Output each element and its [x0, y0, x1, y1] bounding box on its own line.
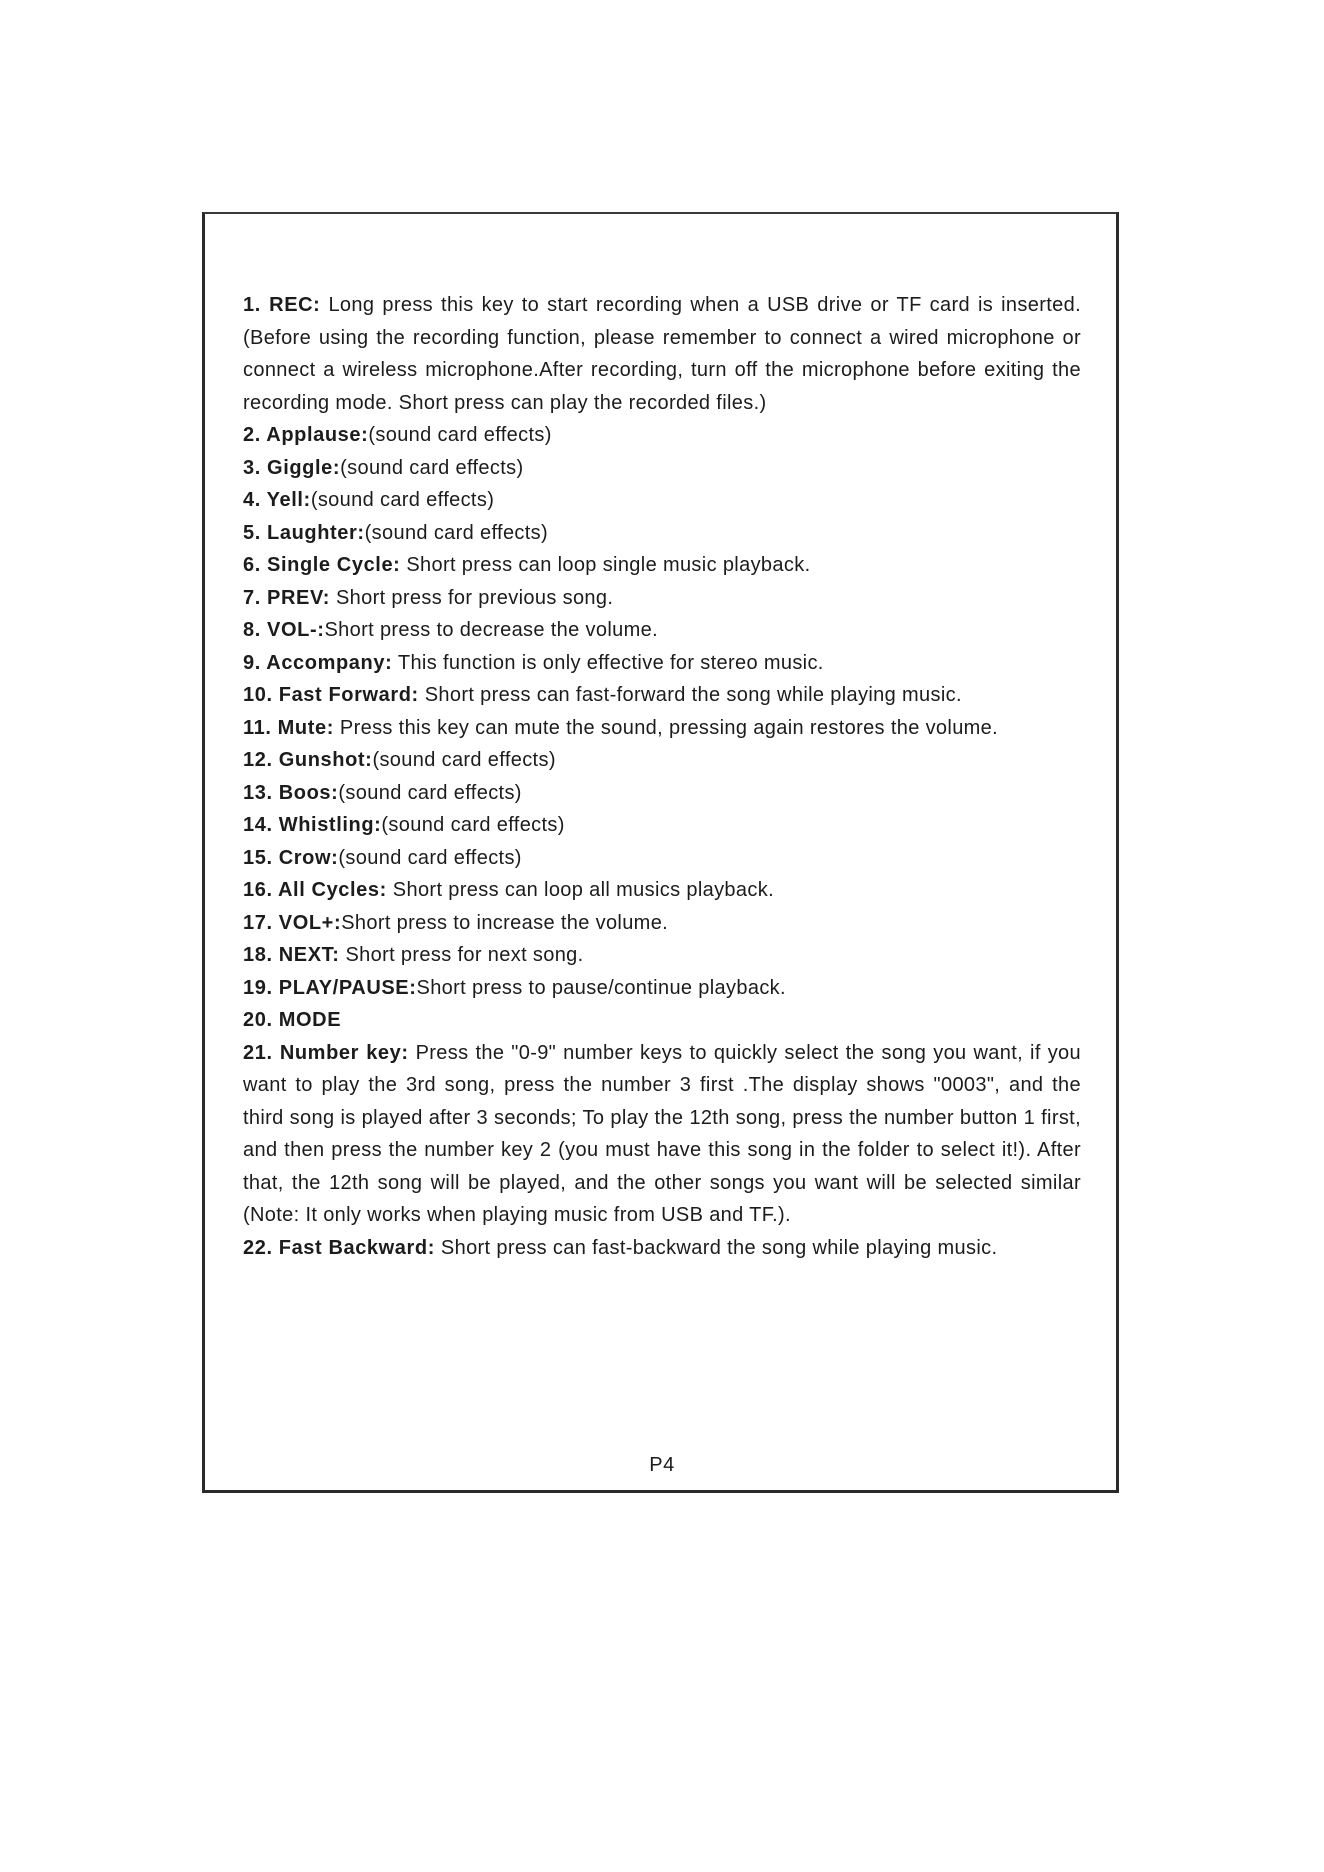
item-text: Short press can loop single music playback.: [400, 554, 811, 576]
list-item-all-cycles: [243, 874, 1081, 907]
item-label: 16. All Cycles:: [243, 879, 387, 901]
list-item-boos: [243, 777, 1081, 810]
item-text: Short press can fast-backward the song while playing music.: [435, 1236, 998, 1259]
item-text: (sound card effects): [372, 749, 556, 771]
item-label: 1. REC:: [243, 294, 321, 316]
item-text: (sound card effects): [338, 846, 522, 869]
list-item-mute: [243, 712, 1081, 745]
item-label: 3. Giggle:: [243, 456, 341, 479]
page-number: P4: [649, 1454, 675, 1476]
list-item-giggle: [243, 452, 1081, 485]
list-item-play-pause: [243, 972, 1081, 1005]
list-item-crow: [243, 842, 1081, 875]
item-label: 2. Applause:: [243, 424, 369, 446]
list-item-gunshot: [243, 744, 1081, 777]
item-text: Short press for next song.: [339, 944, 584, 966]
list-item-applause: [243, 419, 1081, 452]
item-label: 4. Yell:: [243, 489, 311, 511]
list-item-fast-backward: [243, 1232, 1081, 1265]
item-text: (sound card effects): [340, 456, 524, 479]
list-item-yell: [243, 484, 1081, 517]
list-item-fast-forward: [243, 679, 1081, 712]
item-label: 6. Single Cycle:: [243, 554, 401, 576]
list-item-whistling: [243, 809, 1081, 842]
item-label: 22. Fast Backward:: [243, 1236, 435, 1259]
list-item-next: [243, 939, 1081, 972]
list-item-mode: [243, 1004, 1081, 1037]
list-item-accompany: [243, 647, 1081, 680]
item-label: 10. Fast Forward:: [243, 684, 419, 706]
item-label: 21. Number key:: [243, 1041, 409, 1064]
item-text: Long press this key to start recording when a USB drive or TF card is inserted. (Before using the recording function, please remember to connect a wired microphone or connect a wireless microphone.After recording, turn off the microphone before exiting the recording mode. Short press can play the recorded files.): [243, 294, 1082, 414]
item-text: Short press to decrease the volume.: [324, 619, 659, 641]
item-text: Short press to increase the volume.: [341, 911, 669, 934]
item-text: (sound card effects): [381, 814, 565, 836]
item-text: Short press can loop all musics playback.: [386, 879, 774, 901]
list-item-number-key: [243, 1037, 1081, 1232]
item-label: 19. PLAY/PAUSE:: [243, 976, 417, 999]
item-label: 17. VOL+:: [243, 911, 342, 934]
item-text: (sound card effects): [368, 424, 552, 446]
list-item-single-cycle: [243, 549, 1081, 582]
item-label: 13. Boos:: [243, 781, 339, 804]
item-label: 18. NEXT:: [243, 944, 340, 966]
item-label: 8. VOL-:: [243, 619, 325, 641]
item-text: (sound card effects): [364, 521, 549, 544]
instruction-list: [243, 289, 1081, 1264]
item-label: 20. MODE: [243, 1009, 342, 1031]
item-text: Short press to pause/continue playback.: [416, 976, 786, 999]
item-label: 5. Laughter:: [243, 521, 365, 544]
list-item-laughter: [243, 517, 1081, 550]
item-label: 14. Whistling:: [243, 814, 382, 836]
item-text: (sound card effects): [338, 781, 522, 804]
item-label: 12. Gunshot:: [243, 749, 373, 771]
item-label: 9. Accompany:: [243, 651, 393, 674]
list-item-prev: [243, 582, 1081, 615]
item-text: This function is only effective for stereo music.: [392, 651, 824, 674]
item-label: 7. PREV:: [243, 586, 331, 609]
item-text: (sound card effects): [310, 489, 495, 511]
item-text: Press this key can mute the sound, pressing again restores the volume.: [333, 716, 999, 739]
list-item-vol-plus: [243, 907, 1081, 940]
item-text: Short press for previous song.: [330, 586, 614, 609]
item-text: Press the "0-9" number keys to quickly select the song you want, if you want to play the 3rd song, press the number 3 first .The display shows "0003", and the third song is played after 3 seconds; To play the 12th song, press the number button 1 first, and then press the number key 2 (you must have this song in the folder to select it!). After that, the 12th song will be played, and the other songs you want will be selected similar (Note: It only works when playing music from USB and TF.).: [243, 1041, 1081, 1226]
item-label: 15. Crow:: [243, 846, 339, 869]
item-label: 11. Mute:: [243, 716, 334, 739]
item-text: Short press can fast-forward the song while playing music.: [418, 684, 962, 706]
list-item-vol-minus: [243, 614, 1081, 647]
list-item-rec: [243, 289, 1081, 419]
